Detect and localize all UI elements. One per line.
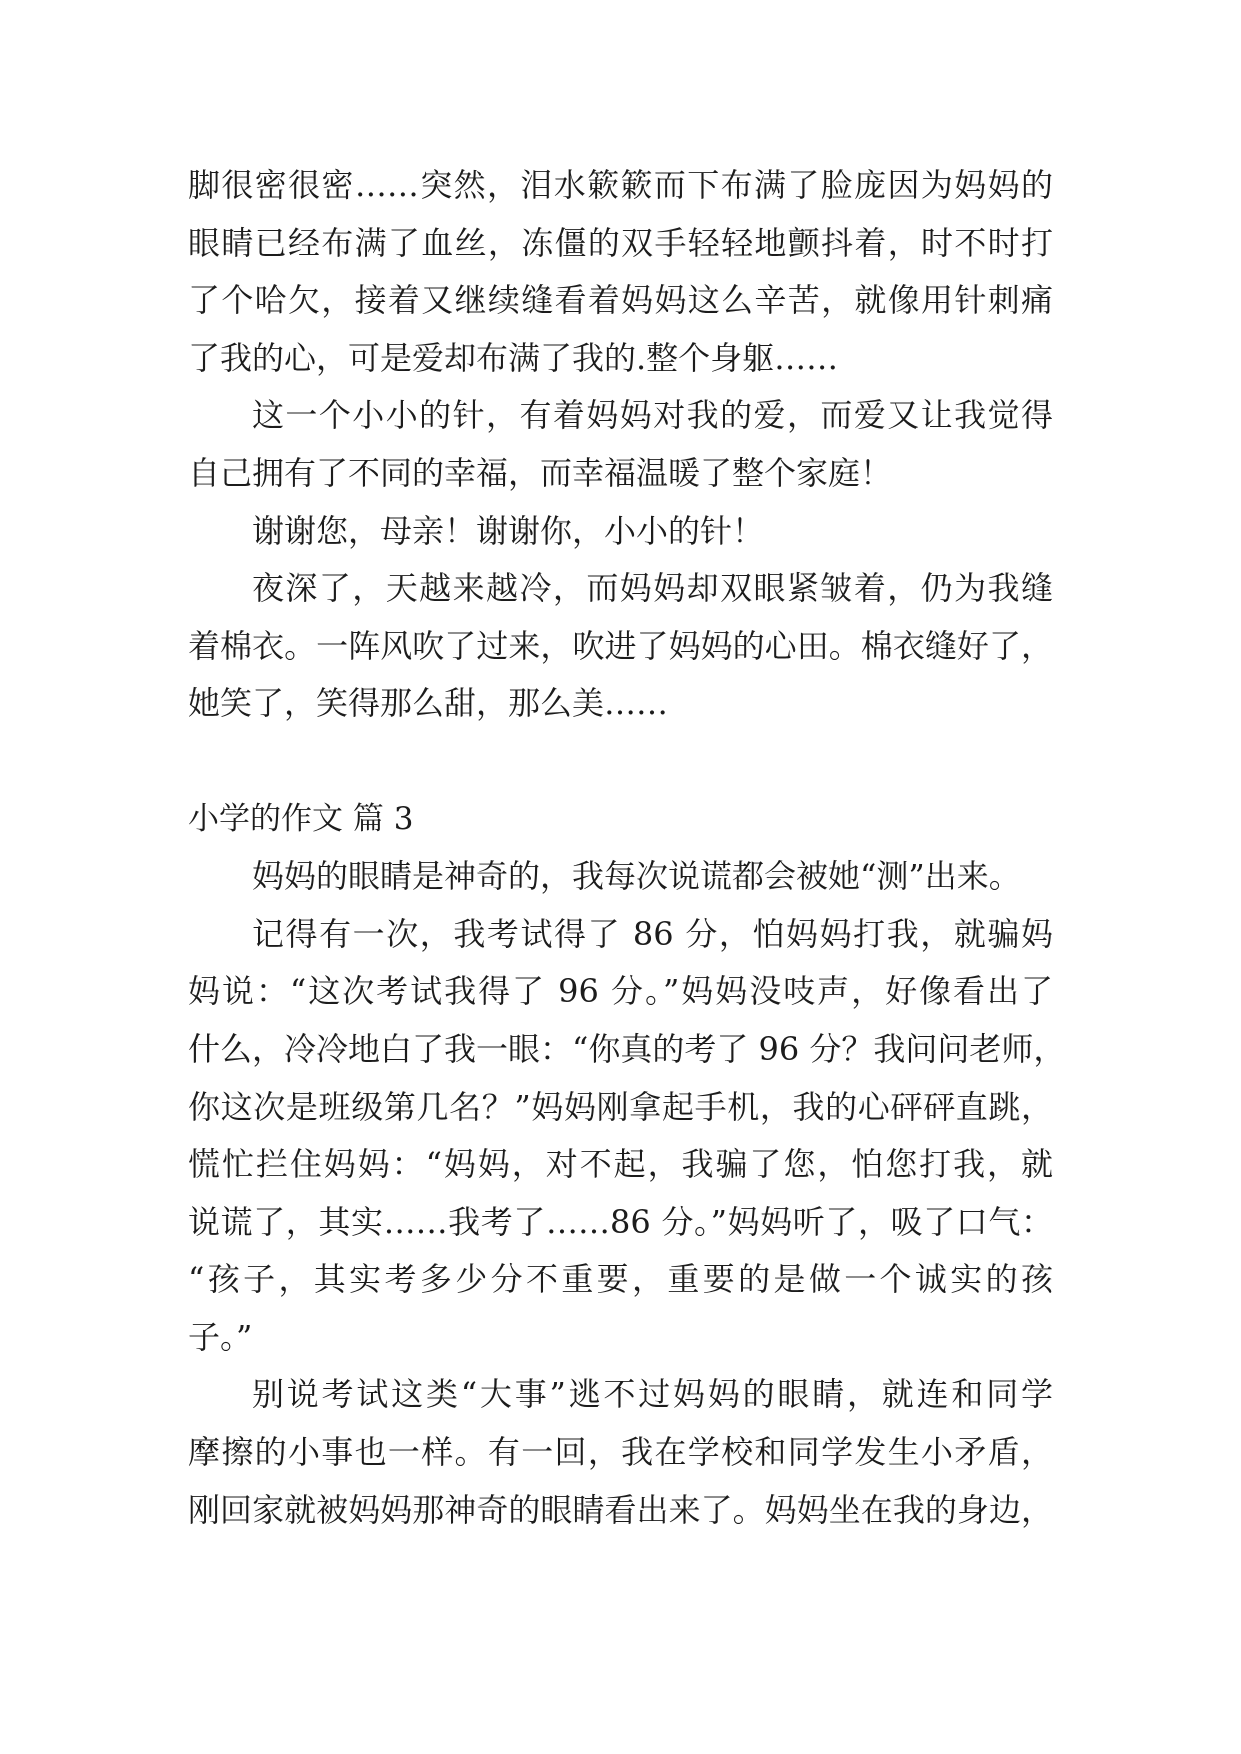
text-line: 摩擦的小事也一样。有一回，我在学校和同学发生小矛盾， <box>188 1433 1053 1472</box>
text-line: 你这次是班级第几名？”妈妈刚拿起手机，我的心砰砰直跳， <box>188 1087 1053 1126</box>
text-line: “孩子，其实考多少分不重要，重要的是做一个诚实的孩 <box>188 1260 1053 1299</box>
text-line: 记得有一次，我考试得了 86 分，怕妈妈打我，就骗妈 <box>252 914 1053 953</box>
text-line: 脚很密很密……突然，泪水簌簌而下布满了脸庞因为妈妈的 <box>188 166 1053 204</box>
paragraph <box>188 1366 1053 1539</box>
text-line: 眼睛已经布满了血丝，冻僵的双手轻轻地颤抖着，时不时打 <box>188 223 1053 262</box>
text-line: 着棉衣。一阵风吹了过来，吹进了妈妈的心田。棉衣缝好了， <box>188 626 1053 665</box>
text-line: 谢谢您，母亲！谢谢你，小小的针！ <box>252 511 765 550</box>
paragraph <box>188 387 1053 502</box>
section-heading: 小学的作文 篇 3 <box>188 800 414 837</box>
paragraph <box>188 503 1053 561</box>
text-line: 夜深了，天越来越冷，而妈妈却双眼紧皱着，仍为我缝 <box>252 569 1053 608</box>
text-line: 了我的心，可是爱却布满了我的.整个身躯…… <box>188 338 839 377</box>
text-line: 别说考试这类“大事”逃不过妈妈的眼睛，就连和同学 <box>252 1375 1053 1414</box>
text-line: 刚回家就被妈妈那神奇的眼睛看出来了。妈妈坐在我的身边， <box>188 1490 1053 1529</box>
document-body <box>188 157 1066 1539</box>
text-line: 这一个小小的针，有着妈妈对我的爱，而爱又让我觉得 <box>252 396 1053 435</box>
paragraph <box>188 848 1053 906</box>
text-line: 妈说：“这次考试我得了 96 分。”妈妈没吱声，好像看出了 <box>188 972 1053 1011</box>
paragraph <box>188 157 1053 387</box>
text-line: 了个哈欠，接着又继续缝看着妈妈这么辛苦，就像用针刺痛 <box>188 281 1053 320</box>
text-line: 慌忙拦住妈妈：“妈妈，对不起，我骗了您，怕您打我，就 <box>188 1145 1053 1184</box>
text-line: 她笑了，笑得那么甜，那么美…… <box>188 684 669 723</box>
text-line: 子。” <box>188 1317 253 1356</box>
paragraph <box>188 906 1066 1367</box>
paragraph <box>188 560 1053 733</box>
text-line: 自己拥有了不同的幸福，而幸福温暖了整个家庭！ <box>188 453 893 492</box>
text-line: 说谎了，其实……我考了……86 分。”妈妈听了，吸了口气： <box>188 1202 1053 1241</box>
text-line: 妈妈的眼睛是神奇的，我每次说谎都会被她“测”出来。 <box>252 857 1021 896</box>
text-line: 什么，冷冷地白了我一眼：“你真的考了 96 分？我问问老师， <box>188 1029 1066 1068</box>
